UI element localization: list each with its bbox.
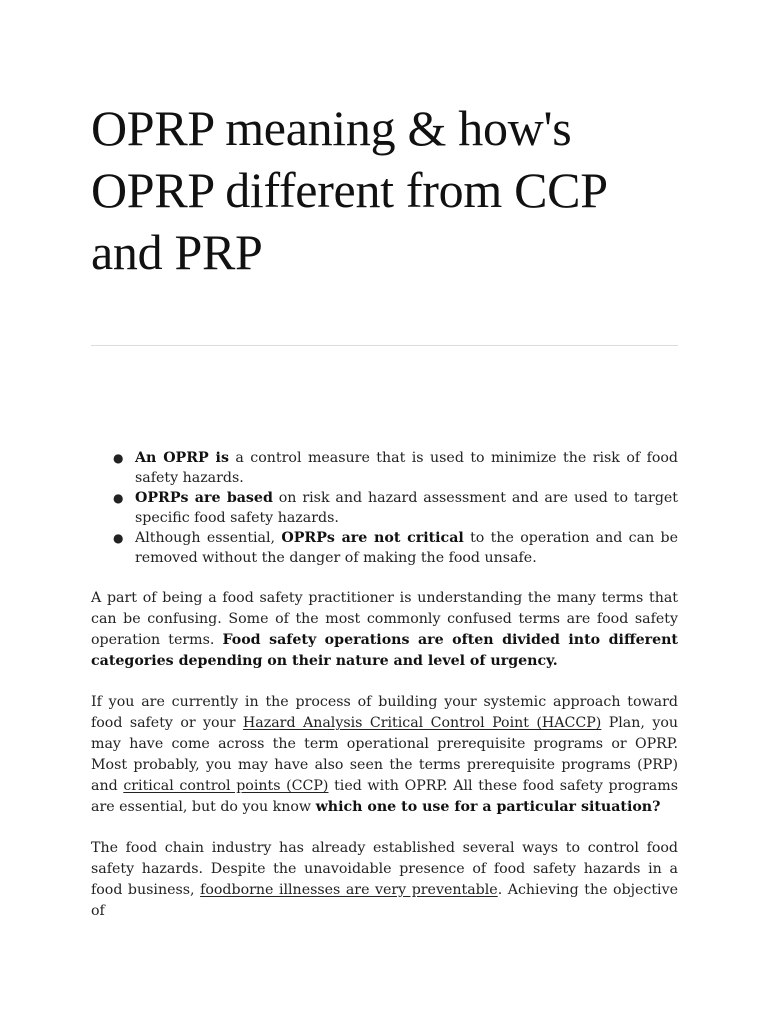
paragraph-text: tied with OPRP. All these food safety programs are essential, but do you know	[91, 778, 678, 815]
paragraph-intro	[91, 588, 678, 672]
bullet-text: a control measure that is used to minimize the risk of food safety hazards.	[135, 450, 678, 486]
paragraph-text: A part of being a food safety practitioner is understanding the many terms that can be confusing. Some of the most commonly confused terms are food safety operation terms.	[91, 590, 678, 648]
bullet-icon: ●	[113, 531, 124, 545]
paragraph-industry	[91, 838, 678, 922]
paragraph-text: Plan, you may have come across the term operational prerequisite programs or OPRP. Most probably, you may have also seen the terms prerequisite programs (PRP) and	[91, 715, 679, 794]
paragraph-text: The food chain industry has already established several ways to control food safety hazards. Despite the unavoidable presence of food safety hazards in a food business,	[91, 840, 678, 898]
bullet-pre: Although essential,	[135, 530, 282, 546]
summary-list	[91, 448, 678, 568]
list-item	[113, 448, 678, 488]
bullet-icon: ●	[113, 451, 124, 465]
paragraph-text: If you are currently in the process of building your systemic approach toward food safety or your	[91, 694, 678, 731]
paragraph-bold: which one to use for a particular situation?	[315, 799, 661, 815]
ccp-link[interactable]: critical control points (CCP)	[123, 778, 329, 794]
page-title: OPRP meaning & how's OPRP different from CCP and PRP	[91, 100, 606, 280]
divider	[91, 345, 678, 346]
bullet-bold: An OPRP is	[135, 450, 229, 466]
bullet-bold: OPRPs are based	[135, 490, 273, 506]
bullet-icon: ●	[113, 491, 124, 505]
list-item	[113, 488, 679, 528]
list-item	[113, 528, 678, 568]
haccp-link[interactable]: Hazard Analysis Critical Control Point (HACCP)	[242, 715, 602, 731]
bullet-bold: OPRPs are not critical	[281, 530, 464, 546]
bullet-text: to the operation and can be removed without the danger of making the food unsafe.	[135, 530, 678, 566]
paragraph-text: . Achieving the objective of	[91, 882, 679, 919]
paragraph-bold: Food safety operations are often divided into different categories depending on their nature and level of urgency.	[91, 632, 678, 669]
article	[91, 0, 678, 922]
bullet-text: on risk and hazard assessment and are used to target specific food safety hazards.	[135, 490, 679, 526]
paragraph-haccp	[91, 692, 678, 818]
foodborne-link[interactable]: foodborne illnesses are very preventable	[200, 882, 498, 898]
